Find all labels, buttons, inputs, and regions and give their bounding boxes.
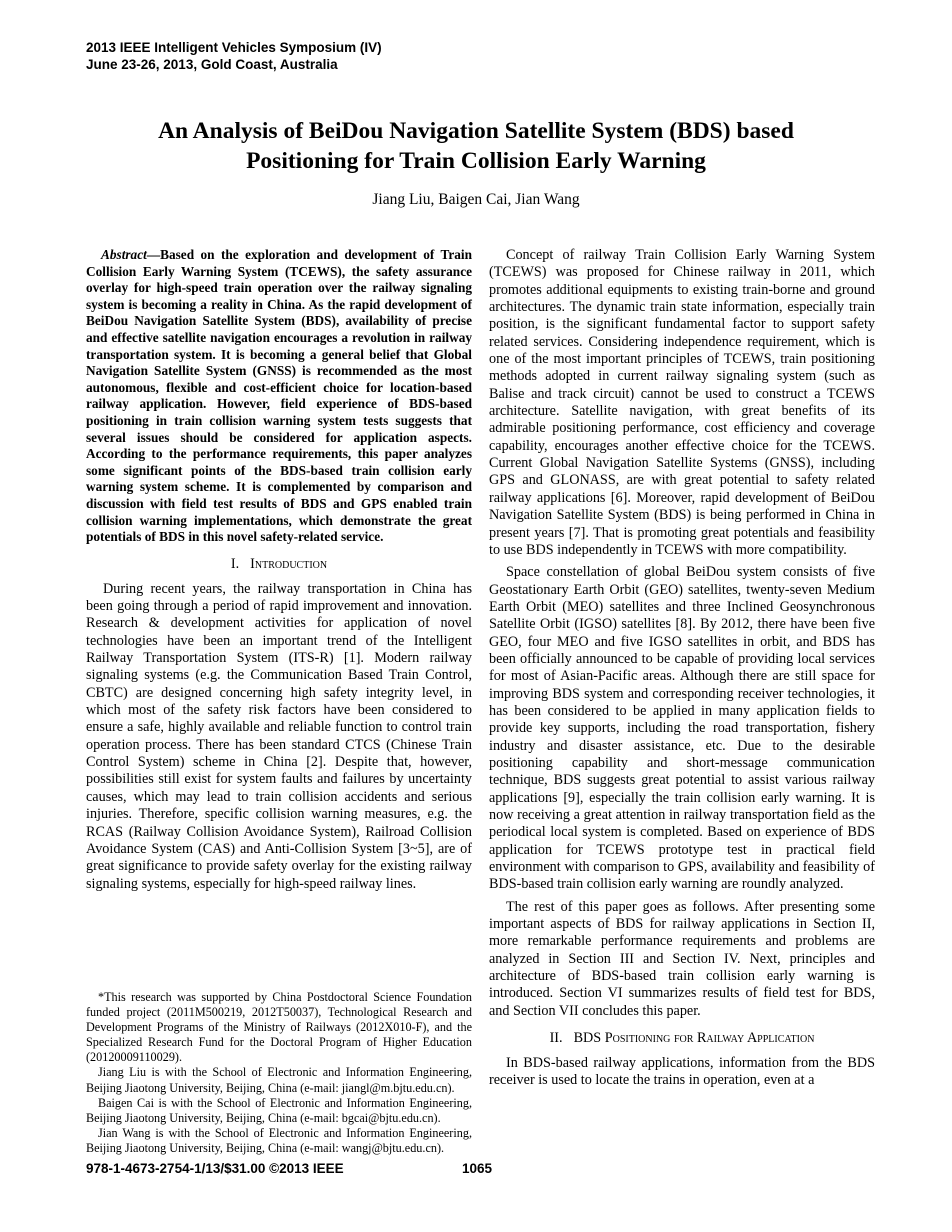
section-title-acronym: BDS	[573, 1030, 605, 1047]
author3-affiliation: Jian Wang is with the School of Electronic and Information Engineering, Beijing Jiaotong University, Beijing, China (e-mail: wangj@bjtu.edu.cn).	[86, 1125, 472, 1155]
copyright-notice: 978-1-4673-2754-1/13/$31.00 ©2013 IEEE	[86, 1161, 344, 1176]
conference-name: 2013 IEEE Intelligent Vehicles Symposium (IV)	[86, 40, 382, 55]
right-column	[489, 247, 875, 1156]
section-number: II.	[549, 1030, 563, 1047]
abstract-text: —Based on the exploration and development of Train Collision Early Warning System (TCEWS), the safety assurance overlay for high-speed train operation over the railway signaling system is becoming a reality in China. As the rapid development of BeiDou Navigation Satellite System (BDS), availability of precise and effective satellite navigation encourages a revolution in railway transportation system. It is becoming a general belief that Global Navigation Satellite System (GNSS) is recommended as the most autonomous, flexible and cost-efficient choice for location-based railway application. However, field experience of BDS-based positioning in train collision warning system tests suggests that several issues should be considered for application aspects. According to the performance requirements, this paper analyzes some significant points of the BDS-based train collision early warning system scheme. It is complemented by comparison and discussion with field test results of BDS and GPS enabled train collision warning implementations, which demonstrate the great potentials of BDS in this novel safety-related service.	[86, 247, 472, 545]
introduction-paragraph: During recent years, the railway transportation in China has been going through a period of rapid improvement and innovation. Research & development activities for application of novel technologies have been an important trend of the Intelligent Railway Transportation System (ITS-R) [1]. Modern railway signaling systems (e.g. the Communication Based Train Control, CBTC) are designed concerning high safety integrity level, in which most of the safety risk factors have been considered to ensure a safe, highly available and reliable function to control train operation process. There has been standard CTCS (Chinese Train Control System) scheme in China [2]. Despite that, however, possibilities still exist for system faults and failures by uncertainty causes, which may lead to train collision accidents and serious injuries. Therefore, specific collision warning measures, e.g. the RCAS (Railway Collision Avoidance System), Railroad Collision Avoidance System (CAS) and Anti-Collision System [3~5], are of great significance to provide safety overlay for the existing railway signaling systems, especially for high-speed railway lines.	[86, 580, 472, 892]
tcews-concept-paragraph: Concept of railway Train Collision Early Warning System (TCEWS) was proposed for Chinese railway in 2011, which promotes additional equipments to existing train-borne and ground architectures. The dynamic train state information, especially train position, is the significant fundamental factor to support safety related services. Considering independence requirement, which is one of the most important principles of TCEWS, train positioning methods adopted in current railway signaling system (such as Balise and track circuit) cannot be used to construct a TCEWS architecture. Satellite navigation, with great benefits of its admirable positioning performance, cost efficiency and coverage capability, encourages another effective choice for the TCEWS. Current Global Navigation Satellite Systems (GNSS), including GPS and GLONASS, are with great potential to safety related railway applications [6]. Moreover, rapid development of BeiDou Navigation Satellite System (BDS) is being performed in China in present years [7]. That is promoting great potentials and feasibility to use BDS independently in TCEWS with more compatibility.	[489, 247, 875, 558]
paper-title-line1: An Analysis of BeiDou Navigation Satellite System (BDS) based	[158, 118, 794, 144]
conference-header	[86, 40, 382, 73]
page-footer	[86, 1161, 875, 1176]
section-number: I.	[230, 555, 240, 572]
abstract-label: Abstract	[101, 247, 147, 262]
bds-railway-paragraph: In BDS-based railway applications, information from the BDS receiver is used to locate the trains in operation, even at a	[489, 1055, 875, 1089]
conference-date-location: June 23-26, 2013, Gold Coast, Australia	[86, 56, 338, 72]
funding-footnote: *This research was supported by China Postdoctoral Science Foundation funded project (2011M500219, 2012T50037), Technological Research and Development Programs of the Ministry of Railways (2012X010-F), and the Specialized Research Fund for the Doctoral Program of Higher Education (20120009110029).	[86, 989, 472, 1065]
section-heading-introduction	[86, 556, 472, 573]
author1-affiliation: Jiang Liu is with the School of Electronic and Information Engineering, Beijing Jiaotong University, Beijing, China (e-mail: jiangl@m.bjtu.edu.cn).	[86, 1065, 472, 1095]
section-heading-bds-positioning	[489, 1030, 875, 1047]
section-title: Positioning for Railway Application	[604, 1030, 815, 1047]
paper-title	[76, 116, 876, 176]
abstract-paragraph	[86, 247, 472, 546]
left-column	[86, 247, 472, 1156]
authors-line: Jiang Liu, Baigen Cai, Jian Wang	[372, 191, 580, 208]
bds-constellation-paragraph: Space constellation of global BeiDou system consists of five Geostationary Earth Orbit (GEO) satellites, twenty-seven Medium Earth Orbit (MEO) satellites and three Inclined Geosynchronous Satellite Orbit (IGSO) satellites [8]. By 2012, there have been five GEO, four MEO and five IGSO satellites in orbit, and BDS has been officially announced to be capable of providing local services for most of Asian-Pacific areas. Although there are still space for improving BDS system and corresponding receiver technologies, it has been considered to be applied in many application fields to provide key supports, including the road transportation, fishery industry and disaster assistance, etc. Due to the desirable positioning capability and short-message communication technique, BDS suggests great potential to assist various railway applications [9], especially the train collision early warning. It is now receiving a great attention in railway transportation field as the periodical local system is completed. Based on experience of BDS application for TCEWS prototype test in practical field environment with comparison to GPS, availability and feasibility of BDS-based train collision early warning are roundly analyzed.	[489, 564, 875, 893]
page-number: 1065	[462, 1161, 493, 1176]
paper-title-line2: Positioning for Train Collision Early Warning	[246, 148, 706, 174]
author-footnote	[86, 990, 472, 1156]
author2-affiliation: Baigen Cai is with the School of Electronic and Information Engineering, Beijing Jiaotong University, Beijing, China (e-mail: bgcai@bjtu.edu.cn).	[86, 1095, 472, 1125]
section-title: Introduction	[250, 555, 328, 572]
paper-outline-paragraph: The rest of this paper goes as follows. After presenting some important aspects of BDS for railway applications in Section II, more remarkable performance requirements and problems are analyzed in Section III and Section IV. Next, principles and architecture of BDS-based train collision early warning is introduced. Section VI summarizes results of field test for BDS, and Section VII concludes this paper.	[489, 898, 875, 1019]
two-column-body	[86, 247, 875, 1156]
